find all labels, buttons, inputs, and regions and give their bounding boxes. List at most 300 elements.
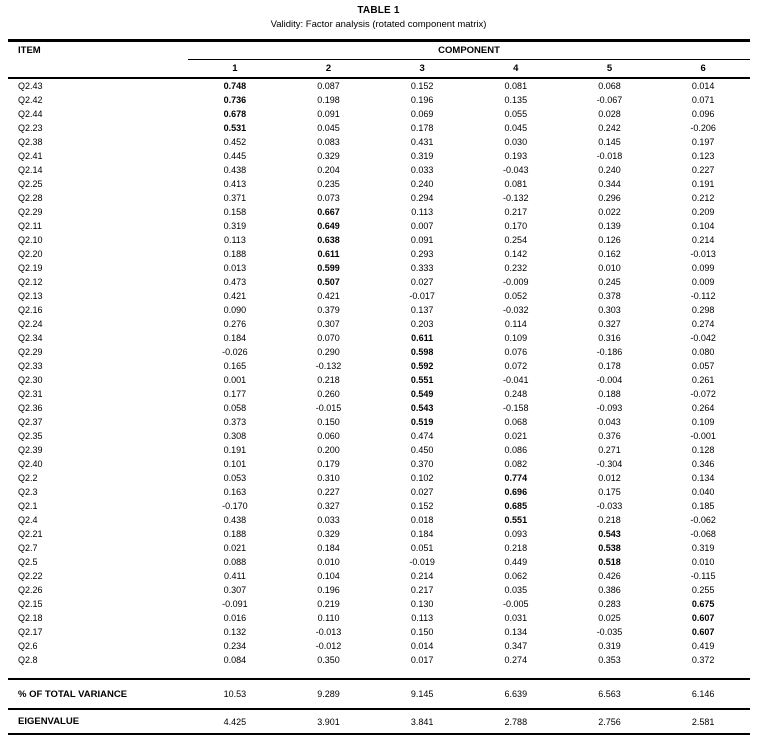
loading-value-cell: 0.549 — [410, 389, 434, 399]
loading-value-cell: 0.022 — [598, 207, 621, 217]
loading-value-cell: 0.010 — [598, 263, 621, 273]
loading-value-cell: 0.421 — [317, 291, 340, 301]
table-row — [8, 485, 750, 499]
loading-value-cell: 0.347 — [504, 641, 528, 651]
loading-value-cell: 0.507 — [317, 277, 340, 287]
loading-value-cell: -0.170 — [222, 501, 248, 511]
loading-value-cell: 0.293 — [410, 249, 434, 259]
loading-value-cell: 0.170 — [504, 221, 528, 231]
table-row — [8, 317, 750, 331]
item-cell: Q2.14 — [18, 165, 43, 175]
loading-value-cell: 0.072 — [504, 361, 528, 371]
footer-value-cell: 3.901 — [282, 709, 376, 735]
loading-value-cell: 0.411 — [223, 571, 246, 581]
loading-value-cell: 0.043 — [598, 417, 621, 427]
component-5-header: 5 — [563, 60, 657, 79]
loading-value-cell: 0.675 — [691, 599, 715, 609]
loading-value-cell: 0.114 — [504, 319, 527, 329]
loading-value-cell: 0.373 — [223, 417, 247, 427]
table-row — [8, 78, 750, 93]
loading-value-cell: 0.102 — [410, 473, 434, 483]
loading-value-cell: 0.113 — [411, 207, 434, 217]
item-cell: Q2.13 — [18, 291, 43, 301]
loading-value-cell: -0.158 — [503, 403, 529, 413]
loading-value-cell: 0.217 — [504, 207, 528, 217]
item-cell: Q2.12 — [18, 277, 43, 287]
loading-value-cell: 0.052 — [504, 291, 528, 301]
loading-value-cell: 0.142 — [504, 249, 528, 259]
loading-value-cell: 0.060 — [317, 431, 340, 441]
table-body — [8, 78, 750, 667]
loading-value-cell: 0.667 — [317, 207, 340, 217]
loading-value-cell: 0.611 — [411, 333, 434, 343]
loading-value-cell: -0.304 — [596, 459, 623, 469]
table-row — [8, 639, 750, 653]
loading-value-cell: 0.188 — [598, 389, 621, 399]
loading-value-cell: 0.638 — [317, 235, 340, 245]
loading-value-cell: -0.019 — [409, 557, 435, 567]
loading-value-cell: 0.248 — [504, 389, 528, 399]
loading-value-cell: -0.068 — [690, 529, 716, 539]
footer-value-cell: 2.788 — [469, 709, 563, 735]
eigenvalue-row — [8, 709, 750, 735]
loading-value-cell: 0.235 — [317, 179, 340, 189]
table-row — [8, 205, 750, 219]
item-cell: Q2.7 — [18, 543, 38, 553]
loading-value-cell: 0.538 — [598, 543, 621, 553]
loading-value-cell: 0.431 — [410, 137, 434, 147]
component-2-header: 2 — [282, 60, 376, 79]
table-row — [8, 191, 750, 205]
loading-value-cell: 0.010 — [317, 557, 340, 567]
loading-value-cell: 0.774 — [504, 473, 528, 483]
item-cell: Q2.23 — [18, 123, 43, 133]
loading-value-cell: 0.135 — [504, 95, 528, 105]
component-4-header: 4 — [469, 60, 563, 79]
loading-value-cell: 0.163 — [223, 487, 247, 497]
item-cell: Q2.3 — [18, 487, 38, 497]
loading-value-cell: 0.264 — [691, 403, 715, 413]
loading-value-cell: 0.543 — [410, 403, 434, 413]
loading-value-cell: 0.076 — [504, 347, 528, 357]
loading-value-cell: 0.519 — [410, 417, 434, 427]
loading-value-cell: 0.379 — [317, 305, 340, 315]
loading-value-cell: 0.329 — [317, 151, 340, 161]
loading-value-cell: 0.083 — [317, 137, 340, 147]
item-cell: Q2.35 — [18, 431, 43, 441]
table-footer — [8, 667, 750, 735]
item-cell: Q2.11 — [18, 221, 42, 231]
loading-value-cell: 0.057 — [691, 361, 715, 371]
loading-value-cell: 0.452 — [223, 137, 247, 147]
loading-value-cell: 0.178 — [598, 361, 621, 371]
loading-value-cell: 0.346 — [691, 459, 715, 469]
loading-value-cell: 0.109 — [504, 333, 528, 343]
table-row — [8, 93, 750, 107]
loading-value-cell: 0.303 — [598, 305, 621, 315]
loading-value-cell: 0.018 — [410, 515, 434, 525]
loading-value-cell: 0.150 — [317, 417, 340, 427]
loading-value-cell: 0.254 — [504, 235, 528, 245]
loading-value-cell: -0.032 — [503, 305, 529, 315]
table-row — [8, 233, 750, 247]
item-cell: Q2.29 — [18, 347, 43, 357]
loading-value-cell: 0.128 — [691, 445, 715, 455]
loading-value-cell: 0.473 — [223, 277, 247, 287]
loading-value-cell: 0.031 — [504, 613, 528, 623]
loading-value-cell: -0.013 — [315, 627, 342, 637]
loading-value-cell: 0.319 — [410, 151, 434, 161]
table-row — [8, 135, 750, 149]
loading-value-cell: -0.012 — [315, 641, 342, 651]
loading-value-cell: 0.376 — [598, 431, 621, 441]
item-cell: Q2.33 — [18, 361, 43, 371]
loading-value-cell: 0.014 — [410, 641, 434, 651]
item-cell: Q2.22 — [18, 571, 43, 581]
item-column-header: ITEM — [18, 45, 41, 57]
loading-value-cell: 0.017 — [410, 655, 434, 665]
table-row — [8, 583, 750, 597]
loading-value-cell: 0.449 — [504, 557, 528, 567]
loading-value-cell: -0.001 — [690, 431, 716, 441]
table-row — [8, 163, 750, 177]
loading-value-cell: -0.067 — [596, 95, 623, 105]
loading-value-cell: 0.204 — [317, 165, 340, 175]
loading-value-cell: 0.021 — [223, 543, 247, 553]
loading-value-cell: 0.081 — [504, 81, 528, 91]
item-cell: Q2.42 — [18, 95, 43, 105]
loading-value-cell: 0.283 — [598, 599, 621, 609]
loading-value-cell: 0.177 — [223, 389, 247, 399]
loading-value-cell: 0.598 — [410, 347, 434, 357]
loading-value-cell: -0.004 — [596, 375, 623, 385]
item-cell: Q2.21 — [18, 529, 43, 539]
loading-value-cell: 0.104 — [317, 571, 340, 581]
loading-value-cell: 0.068 — [598, 81, 621, 91]
loading-value-cell: 0.045 — [504, 123, 528, 133]
table-row — [8, 387, 750, 401]
loading-value-cell: -0.062 — [690, 515, 716, 525]
table-row — [8, 289, 750, 303]
loading-value-cell: 0.290 — [317, 347, 340, 357]
loading-value-cell: 0.353 — [598, 655, 621, 665]
loading-value-cell: 0.218 — [504, 543, 528, 553]
loading-value-cell: 0.193 — [504, 151, 528, 161]
loading-value-cell: 0.599 — [317, 263, 340, 273]
item-cell: Q2.25 — [18, 179, 43, 189]
item-cell: Q2.15 — [18, 599, 43, 609]
loading-value-cell: 0.007 — [410, 221, 434, 231]
loading-value-cell: 0.319 — [223, 221, 247, 231]
item-cell: Q2.18 — [18, 613, 43, 623]
loading-value-cell: 0.145 — [598, 137, 621, 147]
footer-spacer-cell — [8, 667, 750, 679]
loading-value-cell: 0.188 — [223, 249, 247, 259]
loading-value-cell: 0.685 — [504, 501, 528, 511]
loading-value-cell: 0.696 — [504, 487, 528, 497]
loading-value-cell: -0.206 — [690, 123, 716, 133]
loading-value-cell: 0.055 — [504, 109, 528, 119]
loading-value-cell: 0.184 — [410, 529, 434, 539]
item-cell: Q2.28 — [18, 193, 43, 203]
loading-value-cell: 0.419 — [691, 641, 715, 651]
loading-value-cell: 0.350 — [317, 655, 340, 665]
table-row — [8, 401, 750, 415]
loading-value-cell: 0.378 — [598, 291, 621, 301]
loading-value-cell: -0.132 — [315, 361, 342, 371]
item-cell: Q2.17 — [18, 627, 43, 637]
item-cell: Q2.19 — [18, 263, 43, 273]
loading-value-cell: -0.017 — [409, 291, 435, 301]
loading-value-cell: 0.327 — [317, 501, 340, 511]
table-row — [8, 415, 750, 429]
loading-value-cell: 0.134 — [691, 473, 715, 483]
loading-value-cell: 0.101 — [223, 459, 247, 469]
footer-label-cell: EIGENVALUE — [8, 709, 188, 735]
table-row — [8, 625, 750, 639]
loading-value-cell: 0.158 — [223, 207, 247, 217]
table-header — [8, 41, 750, 79]
table-row — [8, 653, 750, 667]
loading-value-cell: 0.218 — [317, 375, 340, 385]
table-row — [8, 513, 750, 527]
loading-value-cell: 0.091 — [317, 109, 340, 119]
loading-value-cell: 0.051 — [410, 543, 434, 553]
loading-value-cell: 0.329 — [317, 529, 340, 539]
footer-value-cell: 6.563 — [563, 679, 657, 709]
item-cell: Q2.10 — [18, 235, 43, 245]
table-row — [8, 359, 750, 373]
table-row — [8, 177, 750, 191]
footer-value-cell: 10.53 — [188, 679, 282, 709]
table-row — [8, 597, 750, 611]
loading-value-cell: 0.084 — [223, 655, 247, 665]
item-cell: Q2.5 — [18, 557, 38, 567]
loading-value-cell: 0.091 — [410, 235, 434, 245]
item-cell: Q2.34 — [18, 333, 43, 343]
table-row — [8, 275, 750, 289]
loading-value-cell: 0.073 — [317, 193, 340, 203]
table-row — [8, 247, 750, 261]
loading-value-cell: 0.531 — [223, 123, 247, 133]
loading-value-cell: 0.592 — [410, 361, 434, 371]
loading-value-cell: 0.123 — [691, 151, 715, 161]
loading-value-cell: 0.607 — [691, 627, 715, 637]
footer-label-cell: % OF TOTAL VARIANCE — [8, 679, 188, 709]
loading-value-cell: 0.175 — [598, 487, 621, 497]
footer-value-cell: 9.289 — [282, 679, 376, 709]
loading-value-cell: 0.198 — [317, 95, 340, 105]
loading-value-cell: 0.218 — [598, 515, 621, 525]
loading-value-cell: 0.212 — [691, 193, 715, 203]
table-row — [8, 303, 750, 317]
loading-value-cell: 0.543 — [598, 529, 621, 539]
component-3-header: 3 — [375, 60, 469, 79]
header-number-row — [8, 60, 750, 79]
table-row — [8, 569, 750, 583]
loading-value-cell: -0.093 — [596, 403, 623, 413]
loading-value-cell: 0.191 — [223, 445, 247, 455]
loading-value-cell: 0.736 — [223, 95, 247, 105]
table-row — [8, 219, 750, 233]
loading-value-cell: 0.090 — [223, 305, 247, 315]
loading-value-cell: 0.126 — [598, 235, 621, 245]
loading-value-cell: 0.068 — [504, 417, 528, 427]
item-cell: Q2.40 — [18, 459, 43, 469]
loading-value-cell: 0.234 — [223, 641, 247, 651]
loading-value-cell: 0.040 — [691, 487, 715, 497]
loading-value-cell: -0.013 — [690, 249, 716, 259]
item-cell: Q2.16 — [18, 305, 43, 315]
loading-value-cell: 0.274 — [504, 655, 528, 665]
loading-value-cell: 0.150 — [410, 627, 434, 637]
loading-value-cell: 0.196 — [317, 585, 340, 595]
loading-value-cell: 0.185 — [691, 501, 715, 511]
table-row — [8, 541, 750, 555]
item-cell: Q2.31 — [18, 389, 43, 399]
loading-value-cell: 0.188 — [223, 529, 247, 539]
loading-value-cell: 0.649 — [317, 221, 340, 231]
loading-value-cell: 0.045 — [317, 123, 340, 133]
footer-value-cell: 3.841 — [375, 709, 469, 735]
loading-value-cell: 0.298 — [691, 305, 715, 315]
item-cell: Q2.4 — [18, 515, 38, 525]
loading-value-cell: 0.071 — [691, 95, 715, 105]
loading-value-cell: -0.018 — [596, 151, 623, 161]
loading-value-cell: 0.113 — [411, 613, 434, 623]
loading-value-cell: 0.184 — [223, 333, 247, 343]
table-row — [8, 149, 750, 163]
loading-value-cell: 0.053 — [223, 473, 247, 483]
table-row — [8, 527, 750, 541]
footer-value-cell: 2.756 — [563, 709, 657, 735]
loading-value-cell: 0.474 — [410, 431, 434, 441]
table-row — [8, 373, 750, 387]
loading-value-cell: 0.227 — [691, 165, 715, 175]
loading-value-cell: 0.445 — [223, 151, 247, 161]
table-row — [8, 261, 750, 275]
loading-value-cell: 0.196 — [410, 95, 434, 105]
table-row — [8, 457, 750, 471]
loading-value-cell: 0.242 — [598, 123, 621, 133]
loading-value-cell: 0.551 — [410, 375, 434, 385]
loading-value-cell: 0.197 — [691, 137, 715, 147]
loading-value-cell: 0.062 — [504, 571, 528, 581]
loading-value-cell: 0.030 — [504, 137, 528, 147]
loading-value-cell: 0.371 — [223, 193, 247, 203]
table-row — [8, 443, 750, 457]
loading-value-cell: 0.310 — [317, 473, 340, 483]
item-cell: Q2.24 — [18, 319, 43, 329]
table-row — [8, 471, 750, 485]
loading-value-cell: 0.386 — [598, 585, 621, 595]
loading-value-cell: 0.271 — [598, 445, 621, 455]
loading-value-cell: 0.130 — [410, 599, 434, 609]
loading-value-cell: 0.162 — [598, 249, 621, 259]
loading-value-cell: 0.110 — [317, 613, 340, 623]
loading-value-cell: 0.087 — [317, 81, 340, 91]
loading-value-cell: 0.607 — [691, 613, 715, 623]
loading-value-cell: 0.139 — [598, 221, 621, 231]
loading-value-cell: 0.152 — [410, 501, 434, 511]
loading-value-cell: -0.026 — [222, 347, 248, 357]
loading-value-cell: 0.413 — [223, 179, 247, 189]
component-group-header: COMPONENT — [188, 41, 750, 60]
loading-value-cell: 0.134 — [504, 627, 528, 637]
loading-value-cell: 0.214 — [410, 571, 434, 581]
item-cell: Q2.38 — [18, 137, 43, 147]
loading-value-cell: 0.081 — [504, 179, 528, 189]
loading-value-cell: -0.033 — [596, 501, 623, 511]
loading-value-cell: 0.012 — [598, 473, 621, 483]
loading-value-cell: -0.041 — [503, 375, 529, 385]
loading-value-cell: 0.372 — [691, 655, 715, 665]
footer-spacer-row — [8, 667, 750, 679]
loading-value-cell: 0.678 — [223, 109, 247, 119]
loading-value-cell: 0.010 — [691, 557, 715, 567]
loading-value-cell: 0.033 — [317, 515, 340, 525]
loading-value-cell: 0.069 — [410, 109, 434, 119]
footer-value-cell: 4.425 — [188, 709, 282, 735]
item-cell: Q2.30 — [18, 375, 43, 385]
loading-value-cell: 0.296 — [598, 193, 621, 203]
loading-value-cell: 0.035 — [504, 585, 528, 595]
loading-value-cell: 0.438 — [223, 515, 247, 525]
item-cell: Q2.1 — [18, 501, 38, 511]
loading-value-cell: 0.088 — [223, 557, 247, 567]
header-group-row — [8, 41, 750, 60]
footer-value-cell: 6.146 — [656, 679, 750, 709]
loading-value-cell: 0.113 — [223, 235, 246, 245]
loading-value-cell: 0.245 — [598, 277, 621, 287]
loading-value-cell: 0.219 — [317, 599, 340, 609]
loading-value-cell: 0.438 — [223, 165, 247, 175]
header-spacer-cell — [8, 60, 188, 79]
loading-value-cell: -0.009 — [503, 277, 529, 287]
loading-value-cell: 0.152 — [410, 81, 434, 91]
total-variance-row — [8, 679, 750, 709]
table-row — [8, 429, 750, 443]
item-cell: Q2.39 — [18, 445, 43, 455]
loading-value-cell: 0.001 — [223, 375, 247, 385]
loading-value-cell: 0.033 — [410, 165, 434, 175]
loading-value-cell: 0.307 — [317, 319, 340, 329]
loading-value-cell: 0.082 — [504, 459, 528, 469]
footer-value-cell: 6.639 — [469, 679, 563, 709]
item-cell: Q2.41 — [18, 151, 43, 161]
loading-value-cell: -0.035 — [596, 627, 623, 637]
loading-value-cell: 0.551 — [504, 515, 528, 525]
loading-value-cell: 0.421 — [223, 291, 247, 301]
loading-value-cell: 0.240 — [410, 179, 434, 189]
component-1-header: 1 — [188, 60, 282, 79]
loading-value-cell: 0.426 — [598, 571, 621, 581]
loading-value-cell: 0.058 — [223, 403, 247, 413]
loading-value-cell: 0.227 — [317, 487, 340, 497]
loading-value-cell: -0.015 — [315, 403, 342, 413]
table-title: TABLE 1 — [357, 5, 400, 16]
loading-value-cell: 0.260 — [317, 389, 340, 399]
loading-value-cell: 0.232 — [504, 263, 528, 273]
item-cell: Q2.43 — [18, 81, 43, 91]
loading-value-cell: 0.028 — [598, 109, 621, 119]
factor-analysis-table — [8, 39, 750, 735]
item-cell: Q2.20 — [18, 249, 43, 259]
footer-value-cell: 9.145 — [375, 679, 469, 709]
loading-value-cell: 0.096 — [691, 109, 715, 119]
loading-value-cell: -0.115 — [690, 571, 716, 581]
table-row — [8, 499, 750, 513]
